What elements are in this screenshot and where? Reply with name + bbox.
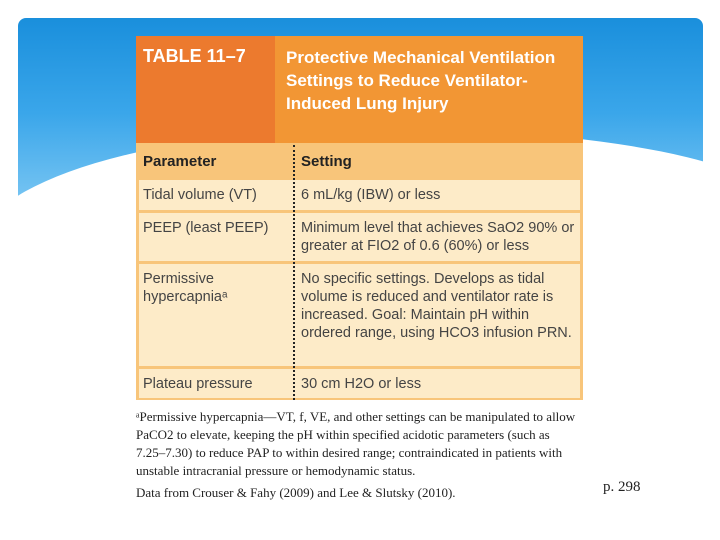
table-row (139, 369, 580, 398)
table-row (139, 213, 580, 261)
setting-cell: 30 cm H2O or less (301, 376, 422, 392)
table-footnotes (136, 408, 576, 502)
setting-cell: Minimum level that achieves SaO2 90% or greater at FIO2 of 0.6 (60%) or less (301, 220, 575, 254)
table-number: TABLE 11–7 (143, 46, 246, 66)
parameter-cell: PEEP (least PEEP) (143, 220, 269, 236)
parameter-cell: Tidal volume (VT) (143, 187, 257, 203)
setting-cell: No specific settings. Develops as tidal volume is reduced and ventilator rate is increased. Goal: Maintain pH within ordered range, using HCO3 infusion PRN. (301, 271, 572, 341)
table-row (139, 264, 580, 366)
header-parameter: Parameter (143, 153, 217, 170)
column-divider (293, 145, 295, 400)
ventilation-table (136, 36, 583, 400)
header-setting: Setting (301, 153, 352, 170)
table-number-cell (136, 36, 275, 143)
footnote: ᵃPermissive hypercapnia—VT, f, VE, and other settings can be manipulated to allow PaCO2 to elevate, keeping the pH within specified acidotic parameters (such as 7.25–7.30) to reduce PAP to within desired range; contraindicated in patients with unstable intracranial pressure or hemodynamic status. (136, 409, 576, 478)
page-reference: p. 298 (603, 479, 641, 495)
table-title: Protective Mechanical Ventilation Settings to Reduce Ventilator-Induced Lung Injury (286, 48, 556, 113)
setting-cell: 6 mL/kg (IBW) or less (301, 187, 441, 203)
table-row (139, 180, 580, 210)
source-note: Data from Crouser & Fahy (2009) and Lee & Slutsky (2010). (136, 485, 456, 500)
parameter-cell: Plateau pressure (143, 376, 253, 392)
parameter-cell: Permissive hypercapniaᵃ (143, 271, 228, 305)
table-title-cell (275, 36, 583, 143)
